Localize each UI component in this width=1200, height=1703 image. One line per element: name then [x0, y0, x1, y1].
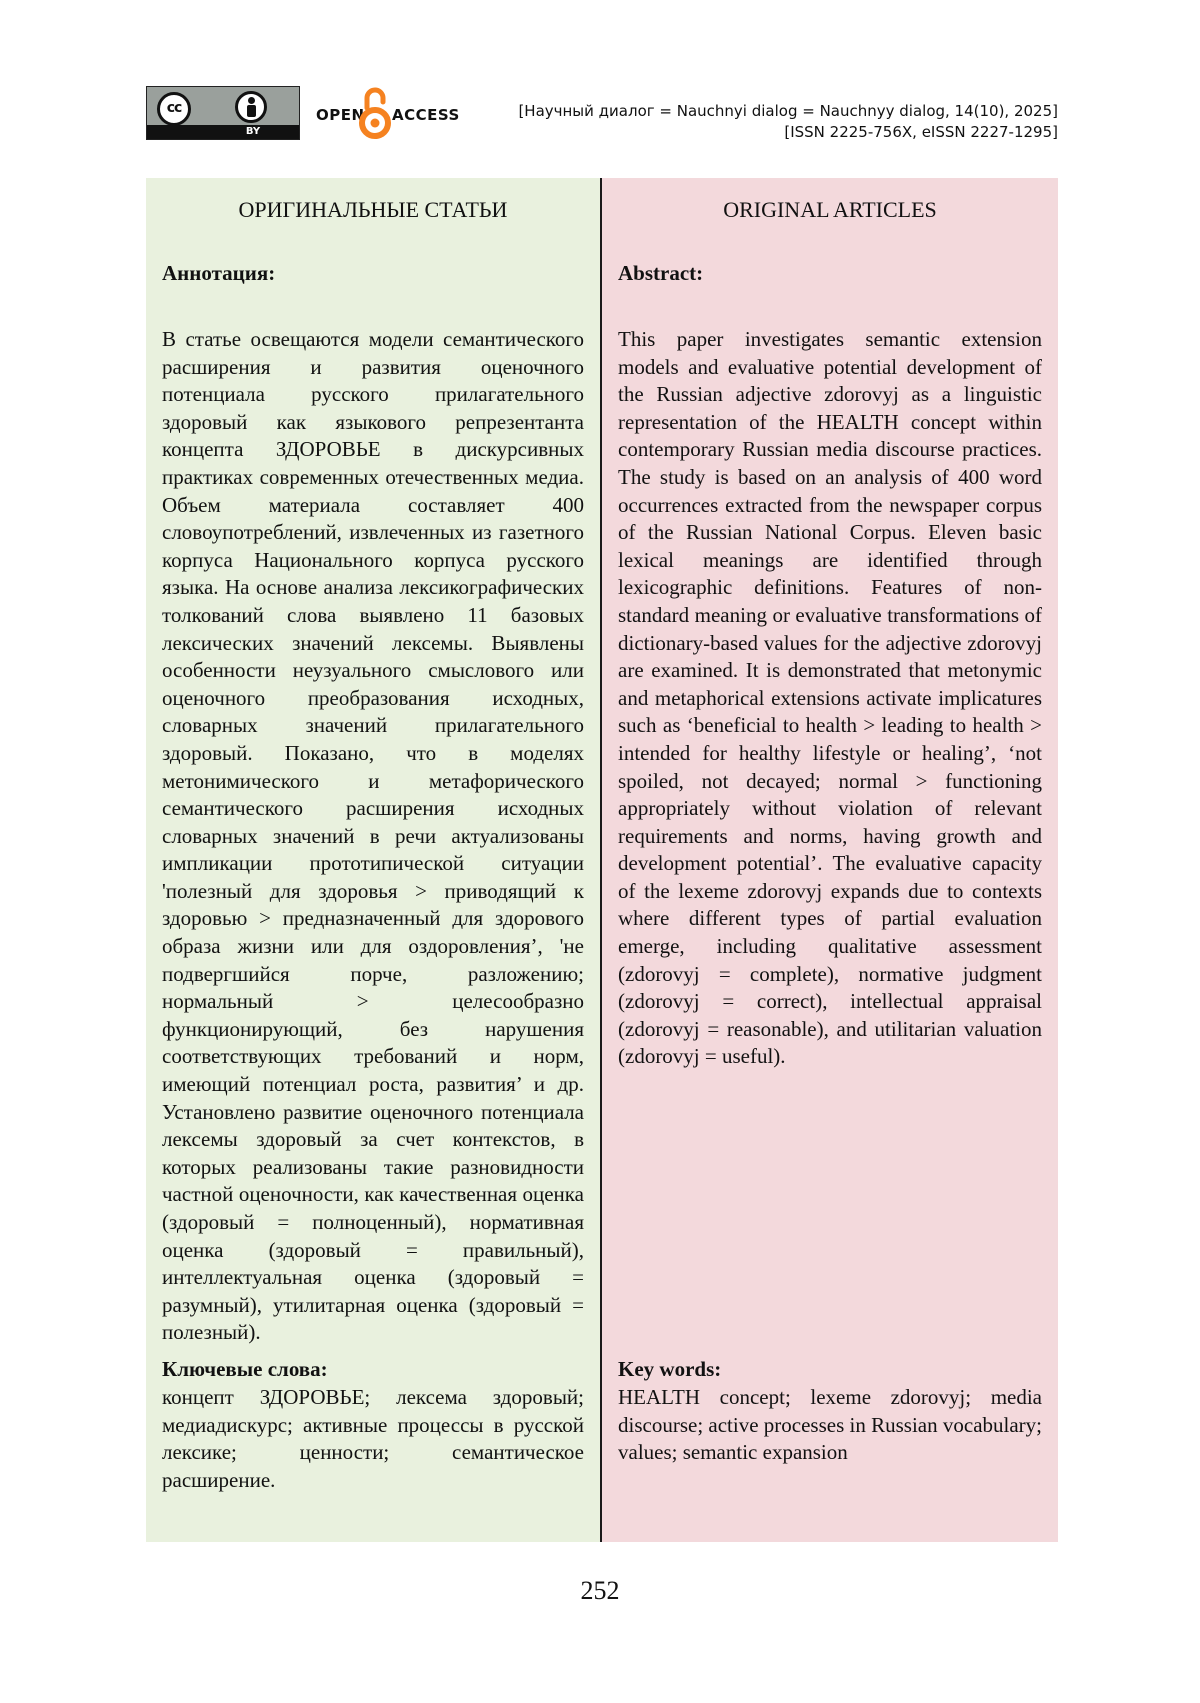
ru-keywords-text: концепт ЗДОРОВЬЕ; лексема здоровый; медиадискурс; активные процессы в русской лексике; ценности; семантическое расширение.: [162, 1385, 584, 1492]
en-abstract-label: Abstract:: [618, 261, 704, 285]
journal-citation: [518, 101, 1058, 143]
russian-column: [146, 178, 600, 1542]
en-keywords-text: HEALTH concept; lexeme zdorovyj; media discourse; active processes in Russian vocabulary; values; semantic expansion: [618, 1385, 1042, 1465]
ru-keywords-label: Ключевые слова:: [162, 1357, 328, 1381]
ru-abstract-label: Аннотация:: [162, 261, 276, 285]
open-access-logo: [316, 86, 466, 140]
page-number: 252: [580, 1576, 620, 1605]
citation-line-1: [Научный диалог = Nauchnyi dialog = Nauchnyy dialog, 14(10), 2025]: [518, 102, 1058, 120]
open-access-open-text: OPEN: [316, 106, 365, 124]
english-column: [602, 178, 1058, 1542]
cc-icon: cc: [157, 92, 191, 126]
by-icon: [235, 91, 267, 123]
cc-by-license-badge[interactable]: [146, 86, 300, 140]
en-section-title: ORIGINAL ARTICLES: [723, 197, 937, 222]
en-abstract-text: This paper investigates semantic extension models and evaluative potential development of the Russian adjective zdorovyj as a linguistic representation of the HEALTH concept within contemporary Russian media discourse practices. The study is based on an analysis of 400 word occurrences extracted from the newspaper corpus of the Russian National Corpus. Eleven basic lexical meanings are identified through lexicographic definitions. Features of non-standard meaning or evaluative transformations of dictionary-based values for the adjective zdorovyj are examined. It is demonstrated that metonymic and metaphorical extensions activate implicatures such as ‘beneficial to health > leading to health > intended for healthy lifestyle or healing’, ‘not spoiled, not decayed; normal > functioning appropriately without violation of relevant requirements and norms, having growth and development potential’. The evaluative capacity of the lexeme zdorovyj expands due to contexts where different types of partial evaluation emerge, including qualitative assessment (zdorovyj = complete), normative judgment (zdorovyj = correct), intellectual appraisal (zdorovyj = reasonable), and utilitarian valuation (zdorovyj = useful).: [618, 327, 1042, 1069]
page-header: [146, 86, 1058, 142]
bilingual-abstract-panel: [146, 178, 1058, 1542]
license-by-label: BY: [245, 126, 261, 137]
en-keywords-label: Key words:: [618, 1357, 722, 1381]
ru-section-title: ОРИГИНАЛЬНЫЕ СТАТЬИ: [238, 197, 508, 222]
open-access-lock-icon: [358, 86, 392, 140]
citation-line-2: [ISSN 2225-756X, eISSN 2227-1295]: [784, 123, 1058, 141]
ru-abstract-text: В статье освещаются модели семантического расширения и развития оценочного потенциала русского прилагательного здоровый как языкового репрезентанта концепта ЗДОРОВЬЕ в дискурсивных практиках современных отечественных медиа. Объем материала составляет 400 словоупотреблений, извлеченных из газетного корпуса Национального корпуса русского языка. На основе анализа лексикографических толкований слова выявлено 11 базовых лексических значений лексемы. Выявлены особенности неузуального смыслового или оценочного преобразования исходных, словарных значений прилагательного здоровый. Показано, что в моделях метонимического и метафорического семантического расширения исходных словарных значений в речи актуализованы импликации прототипической ситуации 'полезный для здоровья > приводящий к здоровью > предназначенный для здорового образа жизни или для оздоровления’, 'не подвергшийся порче, разложению; нормальный > целесообразно функционирующий, без нарушения соответствующих требований и норм, имеющий потенциал роста, развития’ и др. Установлено развитие оценочного потенциала лексемы здоровый за счет контекстов, в которых реализованы такие разновидности частной оценочности, как качественная оценка (здоровый = полноценный), нормативная оценка (здоровый = правильный), интеллектуальная оценка (здоровый = разумный), утилитарная оценка (здоровый = полезный).: [162, 327, 584, 1345]
open-access-access-text: ACCESS: [392, 106, 460, 124]
